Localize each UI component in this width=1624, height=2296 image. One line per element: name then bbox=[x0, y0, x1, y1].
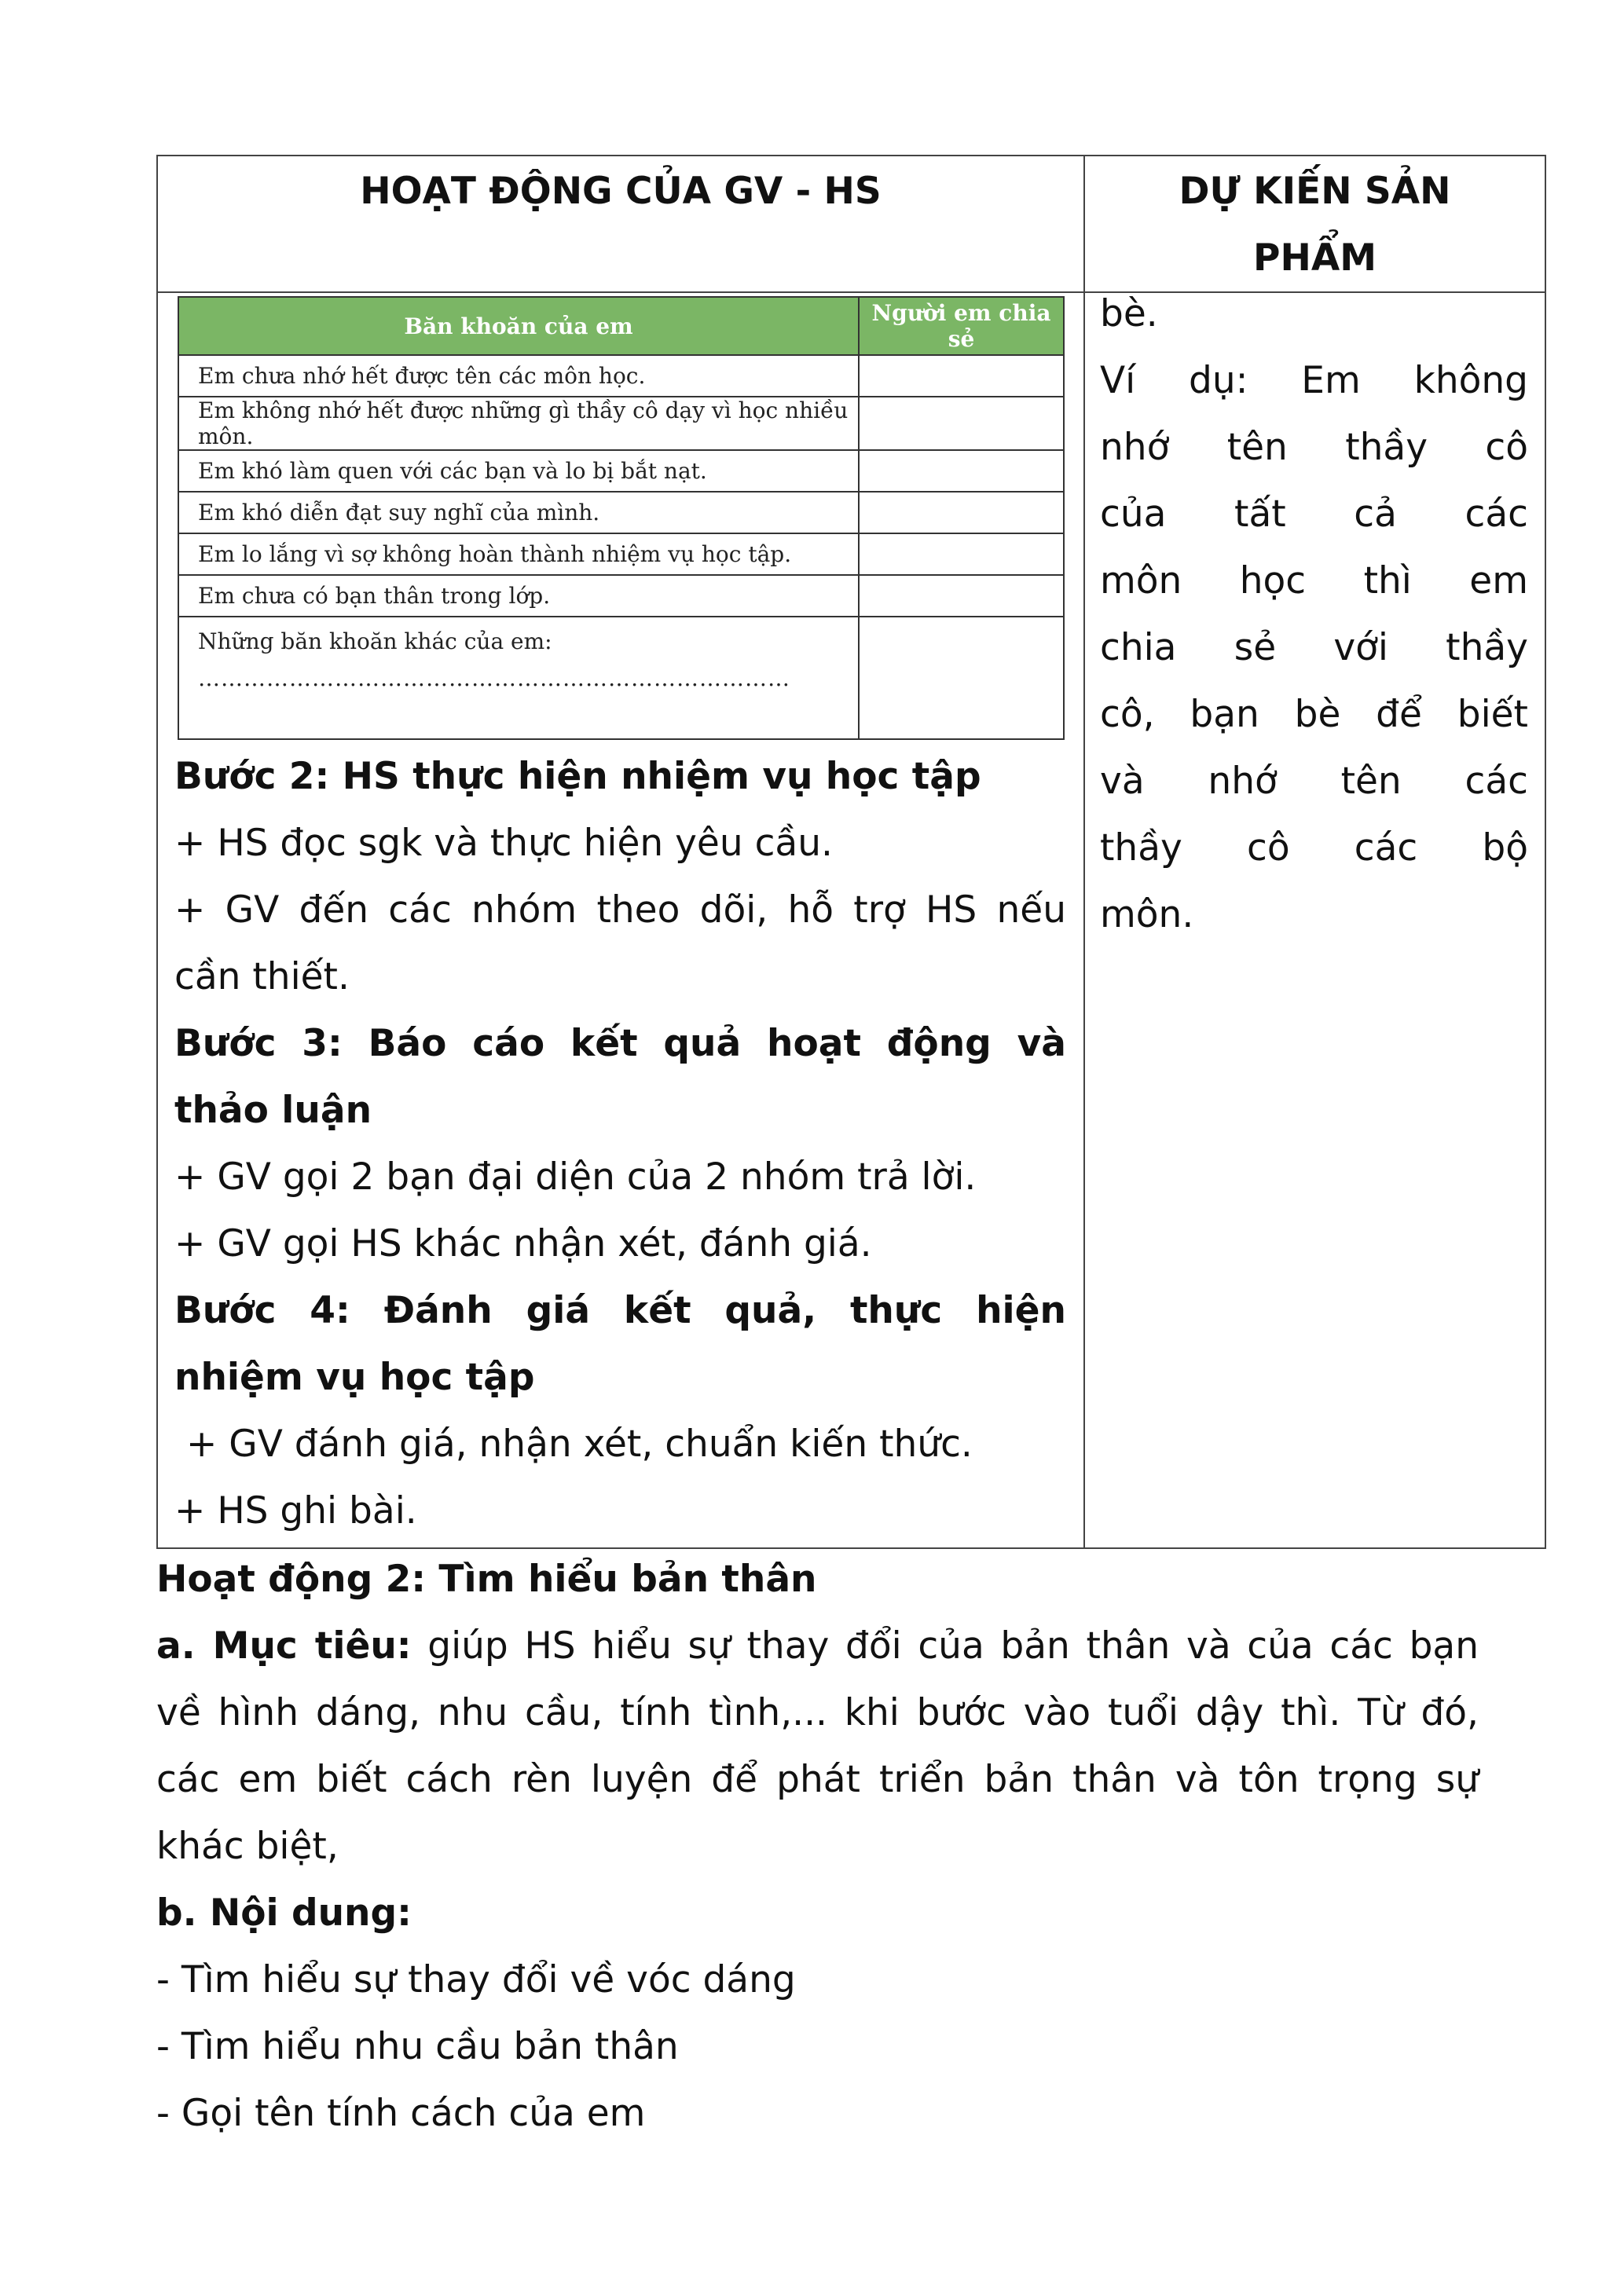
content-label: b. Nội dung: bbox=[156, 1891, 412, 1935]
expected-line: và nhớ tên các bbox=[1100, 760, 1528, 803]
step2-line: + GV đến các nhóm theo dõi, hỗ trợ HS nếu bbox=[174, 888, 1066, 932]
expected-line: của tất cả các bbox=[1100, 493, 1528, 536]
activities-cell bbox=[157, 292, 1084, 1548]
step2-title: Bước 2: HS thực hiện nhiệm vụ học tập bbox=[174, 755, 981, 798]
step3-line: + GV gọi 2 bạn đại diện của 2 nhóm trả lời. bbox=[174, 1155, 977, 1199]
step3-title: Bước 3: Báo cáo kết quả hoạt động và bbox=[174, 1022, 1066, 1065]
expected-line: nhớ tên thầy cô bbox=[1100, 426, 1528, 469]
other-concerns-dots: …………………………………………………………………… bbox=[198, 665, 790, 691]
concerns-col-header: Băn khoăn của em bbox=[178, 297, 859, 355]
expected-line: môn. bbox=[1100, 893, 1194, 936]
goal-line: về hình dáng, nhu cầu, tính tình,... khi bước vào tuổi dậy thì. Từ đó, bbox=[156, 1691, 1479, 1734]
header-left-text: HOẠT ĐỘNG CỦA GV - HS bbox=[360, 170, 882, 213]
other-concerns-row bbox=[178, 617, 859, 739]
goal-line bbox=[156, 1613, 1479, 1679]
other-concerns-label: Những băn khoăn khác của em: bbox=[198, 628, 552, 654]
header-right-text: DỰ KIẾN SẢN PHẨM bbox=[1179, 170, 1451, 280]
content-item: - Tìm hiểu sự thay đổi về vóc dáng bbox=[156, 1958, 796, 2001]
concern-row: Em chưa nhớ hết được tên các môn học. bbox=[178, 355, 859, 397]
goal-label: a. Mục tiêu: bbox=[156, 1624, 412, 1668]
expected-line: bè. bbox=[1100, 292, 1158, 335]
concern-row: Em khó diễn đạt suy nghĩ của mình. bbox=[178, 492, 859, 533]
concern-row: Em lo lắng vì sợ không hoàn thành nhiệm vụ học tập. bbox=[178, 533, 859, 575]
share-col-header: Người em chia sẻ bbox=[859, 297, 1064, 355]
step4-line: + HS ghi bài. bbox=[174, 1489, 417, 1532]
step4-line: + GV đánh giá, nhận xét, chuẩn kiến thức. bbox=[174, 1423, 973, 1466]
goal-text: giúp HS hiểu sự thay đổi của bản thân và của các bạn bbox=[411, 1624, 1479, 1668]
step3-title: thảo luận bbox=[174, 1089, 372, 1132]
expected-line: thầy cô các bộ bbox=[1100, 826, 1528, 870]
concerns-table-image bbox=[178, 296, 1065, 740]
expected-line: Ví dụ: Em không bbox=[1100, 359, 1528, 402]
concern-row: Em chưa có bạn thân trong lớp. bbox=[178, 575, 859, 617]
step4-title: nhiệm vụ học tập bbox=[174, 1356, 535, 1399]
expected-line: chia sẻ với thầy bbox=[1100, 626, 1528, 669]
expected-line: môn học thì em bbox=[1100, 559, 1528, 602]
header-left bbox=[157, 156, 1084, 292]
content-item: - Tìm hiểu nhu cầu bản thân bbox=[156, 2025, 679, 2068]
activity2-section bbox=[156, 1549, 1479, 2147]
goal-line: các em biết cách rèn luyện để phát triển bản thân và tôn trọng sự bbox=[156, 1758, 1479, 1801]
goal-line: khác biệt, bbox=[156, 1825, 339, 1868]
step4-title: Bước 4: Đánh giá kết quả, thực hiện bbox=[174, 1289, 1066, 1332]
header-right bbox=[1084, 156, 1545, 292]
step2-line: + HS đọc sgk và thực hiện yêu cầu. bbox=[174, 822, 833, 865]
step3-line: + GV gọi HS khác nhận xét, đánh giá. bbox=[174, 1222, 872, 1265]
expected-line: cô, bạn bè để biết bbox=[1100, 693, 1528, 736]
concern-row: Em không nhớ hết được những gì thầy cô dạy vì học nhiều môn. bbox=[178, 397, 859, 450]
step2-line: cần thiết. bbox=[174, 955, 350, 998]
expected-results-cell bbox=[1084, 292, 1545, 1548]
content-item: - Gọi tên tính cách của em bbox=[156, 2092, 646, 2135]
activity2-title: Hoạt động 2: Tìm hiểu bản thân bbox=[156, 1558, 817, 1601]
concern-row: Em khó làm quen với các bạn và lo bị bắt nạt. bbox=[178, 450, 859, 492]
activity-table bbox=[156, 155, 1546, 1549]
